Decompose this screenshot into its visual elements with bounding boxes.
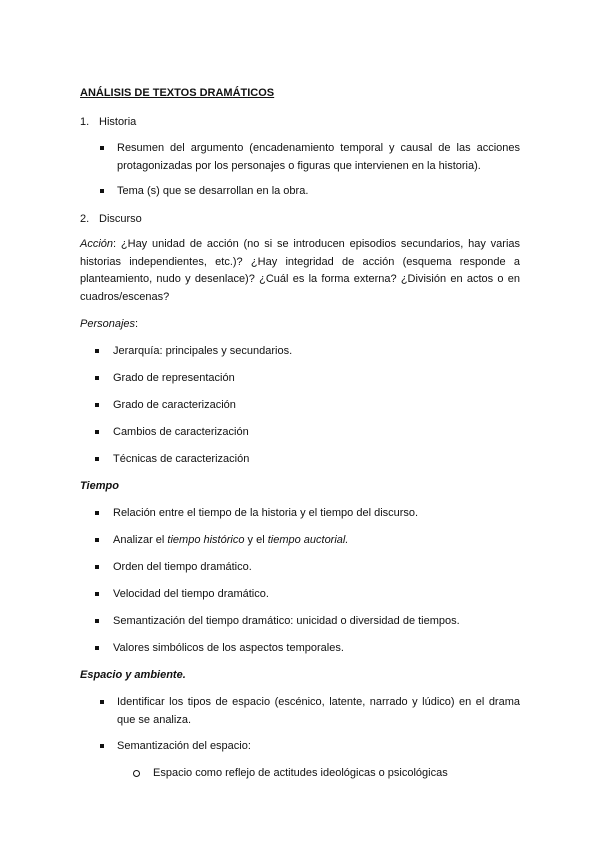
bullet-icon — [95, 646, 99, 650]
espacio-heading-line — [80, 669, 186, 681]
section-2-number: 2. — [80, 213, 90, 225]
tiempo-bullet-5: Semantización del tiempo dramático: unicidad o diversidad de tiempos. — [113, 615, 460, 627]
tiempo-historico-term: tiempo histórico — [167, 534, 245, 546]
tiempo-bullet-2 — [113, 534, 348, 546]
bullet-icon — [95, 565, 99, 569]
tiempo-bullet-6: Valores simbólicos de los aspectos temporales. — [113, 642, 344, 654]
personajes-bullet-1: Jerarquía: principales y secundarios. — [113, 345, 293, 357]
bullet-icon — [100, 189, 104, 193]
section-1-number: 1. — [80, 116, 90, 128]
document-title: ANÁLISIS DE TEXTOS DRAMÁTICOS — [80, 87, 275, 99]
tiempo-bullet-3: Orden del tiempo dramático. — [113, 561, 252, 573]
personajes-bullet-3: Grado de caracterización — [113, 399, 236, 411]
personajes-heading-line — [80, 318, 138, 330]
accion-heading: Acción — [80, 238, 114, 250]
bullet-icon — [95, 619, 99, 623]
tiempo-b2-mid: y el — [244, 534, 268, 546]
section-1-label: Historia — [99, 116, 137, 128]
espacio-period: . — [182, 669, 186, 681]
section-2-label: Discurso — [99, 213, 142, 225]
bullet-icon — [95, 511, 99, 515]
bullet-icon — [95, 403, 99, 407]
bullet-icon — [95, 592, 99, 596]
bullet-icon — [95, 457, 99, 461]
personajes-colon: : — [135, 318, 139, 330]
tiempo-b2-pre: Analizar el — [113, 534, 168, 546]
tiempo-heading: Tiempo — [80, 480, 119, 492]
tiempo-bullet-4: Velocidad del tiempo dramático. — [113, 588, 269, 600]
personajes-bullet-5: Técnicas de caracterización — [113, 453, 250, 465]
bullet-icon — [100, 744, 104, 748]
bullet-icon — [95, 430, 99, 434]
personajes-bullet-2: Grado de representación — [113, 372, 235, 384]
accion-text: : ¿Hay unidad de acción (no si se introducen episodios secundarios, hay varias historias independientes, etc.)? ¿Hay integridad de acción (esquema responde a planteamiento, nudo y desenlace)? ¿Cuál es la forma externa? ¿División en actos o en cuadros/escenas? — [80, 238, 520, 303]
historia-bullet-2: Tema (s) que se desarrollan en la obra. — [117, 185, 309, 197]
accion-paragraph — [80, 236, 520, 306]
espacio-heading: Espacio y ambiente — [80, 669, 183, 681]
tiempo-bullet-1: Relación entre el tiempo de la historia y el tiempo del discurso. — [113, 507, 419, 519]
historia-bullet-1: Resumen del argumento (encadenamiento temporal y causal de las acciones protagonizadas por los personajes o figuras que intervienen en la historia). — [117, 142, 520, 172]
personajes-heading: Personajes — [80, 318, 136, 330]
bullet-icon — [95, 376, 99, 380]
espacio-bullet-2: Semantización del espacio: — [117, 740, 251, 752]
tiempo-auctorial-term: tiempo auctorial. — [267, 534, 349, 546]
personajes-bullet-4: Cambios de caracterización — [113, 426, 249, 438]
bullet-icon — [95, 538, 99, 542]
circle-bullet-icon — [133, 770, 140, 777]
bullet-icon — [100, 146, 104, 150]
espacio-sub-bullet-1: Espacio como reflejo de actitudes ideológicas o psicológicas — [153, 767, 448, 779]
bullet-icon — [95, 349, 99, 353]
espacio-bullet-1: Identificar los tipos de espacio (escénico, latente, narrado y lúdico) en el drama que se analiza. — [117, 696, 520, 726]
bullet-icon — [100, 700, 104, 704]
